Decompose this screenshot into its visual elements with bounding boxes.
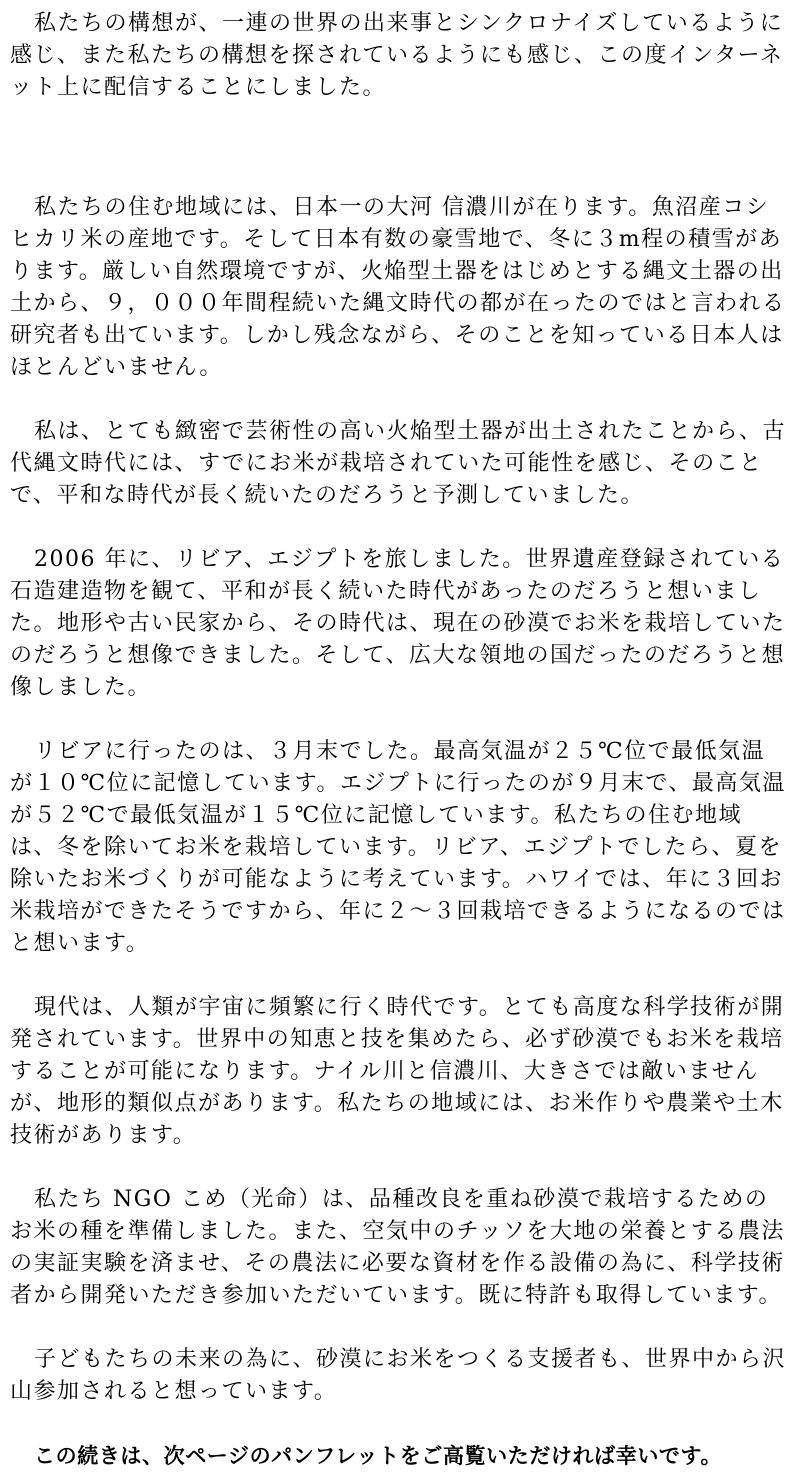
paragraph-jomon: 私は、とても緻密で芸術性の高い火焔型土器が出土されたことから、古代縄文時代には、すでにお米が栽培されていた可能性を感じ、そのことで、平和な時代が長く続いたのだろうと予測していました。 <box>10 419 787 508</box>
paragraph-ngo: 私たち NGO こめ（光命）は、品種改良を重ね砂漠で栽培するためのお米の種を準備しました。また、空気中のチッソを大地の栄養とする農法の実証実験を済ませ、その農法に必要な資材を作る設備の為に、科学技術者から開発いただき参加いただいています。既に特許も取得しています。 <box>10 1187 785 1308</box>
paragraph-intro: 私たちの構想が、一連の世界の出来事とシンクロナイズしているように感じ、また私たちの構想を探されているようにも感じ、この度インターネット上に配信することにしました。 <box>10 11 784 100</box>
paragraph-region: 私たちの住む地域には、日本一の大河 信濃川が在ります。魚沼産コシヒカリ米の産地です。そして日本有数の豪雪地で、冬に３m程の積雪があります。厳しい自然環境ですが、火焔型土器をはじめとする縄文土器の出土から、９，０００年間程続いた縄文時代の都が在ったのではと言われる研究者も出ています。しかし残念ながら、そのことを知っている日本人はほとんどいません。 <box>10 195 786 380</box>
document-page <box>10 8 788 1472</box>
paragraph-climate: リビアに行ったのは、３月末でした。最高気温が２５℃位で最低気温が１０℃位に記憶しています。エジプトに行ったのが９月末で、最高気温が５２℃で最低気温が１５℃位に記憶しています。私たちの住む地域は、冬を除いてお米を栽培しています。リビア、エジプトでしたら、夏を除いたお米づくりが可能なように考えています。ハワイでは、年に３回お米栽培ができたそうですから、年に２～３回栽培できるようになるのではと想います。 <box>10 739 786 956</box>
paragraph-future: 子どもたちの未来の為に、砂漠にお米をつくる支援者も、世界中から沢山参加されると想っています。 <box>10 1347 787 1404</box>
paragraph-travel: 2006 年に、リビア、エジプトを旅しました。世界遺産登録されている石造建造物を観て、平和が長く続いた時代があったのだろうと想いました。地形や古い民家から、その時代は、現在の砂漠でお米を栽培していたのだろうと想像できました。そして、広大な領地の国だったのだろうと想像しました。 <box>10 547 786 700</box>
closing-note: この続きは、次ページのパンフレットをご高覧いただければ幸いです。 <box>34 1444 723 1468</box>
paragraph-technology: 現代は、人類が宇宙に頻繁に行く時代です。とても高度な科学技術が開発されています。世界中の知恵と技を集めたら、必ず砂漠でもお米を栽培することが可能になります。ナイル川と信濃川、大きさでは敵いませんが、地形的類似点があります。私たちの地域には、お米作りや農業や土木技術があります。 <box>10 995 785 1148</box>
